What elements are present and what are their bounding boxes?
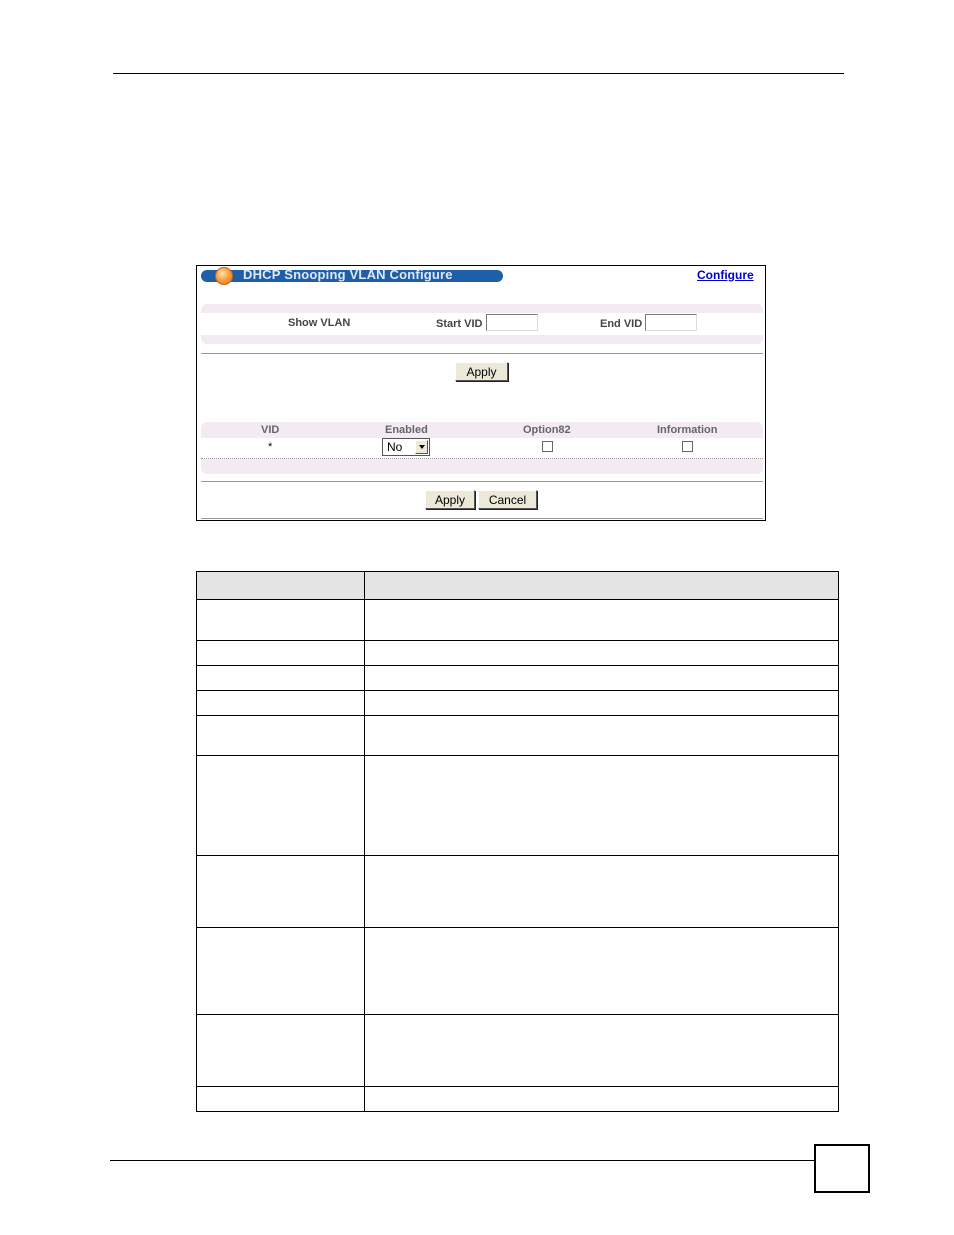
table-row — [201, 438, 763, 459]
table-row — [197, 691, 839, 716]
table-header-row — [197, 572, 839, 600]
enabled-header: Enabled — [385, 424, 428, 436]
divider — [201, 353, 763, 354]
end-vid-label: End VID — [600, 318, 643, 330]
table-row — [197, 1015, 839, 1087]
panel-title: DHCP Snooping VLAN Configure — [243, 267, 453, 282]
divider — [201, 518, 763, 519]
table-row — [197, 600, 839, 641]
information-header: Information — [657, 424, 718, 436]
start-vid-label: Start VID — [436, 318, 483, 330]
table-row — [197, 716, 839, 756]
header-rule — [113, 73, 844, 74]
dhcp-snooping-vlan-panel — [196, 265, 766, 521]
option82-header: Option82 — [523, 424, 571, 436]
vid-cell: * — [268, 441, 273, 453]
enabled-select[interactable] — [382, 438, 430, 456]
chevron-down-icon[interactable] — [415, 440, 428, 454]
show-vlan-band — [201, 304, 763, 344]
table-row — [197, 928, 839, 1015]
divider — [201, 481, 763, 482]
table-row — [197, 1087, 839, 1112]
start-vid-input[interactable] — [486, 314, 538, 331]
enabled-select-value: No — [387, 440, 403, 454]
vid-header: VID — [261, 424, 280, 436]
apply-button[interactable]: Apply — [425, 490, 475, 509]
show-vlan-label: Show VLAN — [288, 317, 351, 329]
table-row — [197, 641, 839, 666]
vlan-table-band — [201, 422, 763, 474]
table-row — [197, 756, 839, 856]
configure-link[interactable]: Configure — [697, 268, 754, 282]
table-row — [197, 856, 839, 928]
show-vlan-apply-button[interactable]: Apply — [455, 362, 508, 381]
information-checkbox[interactable] — [682, 441, 693, 452]
field-description-table — [196, 571, 839, 1112]
page-number-box — [814, 1144, 870, 1193]
option82-checkbox[interactable] — [542, 441, 553, 452]
cancel-button[interactable]: Cancel — [478, 490, 537, 509]
end-vid-input[interactable] — [645, 314, 697, 331]
title-orb-icon — [215, 267, 233, 285]
table-row — [197, 666, 839, 691]
footer-rule — [110, 1160, 814, 1161]
